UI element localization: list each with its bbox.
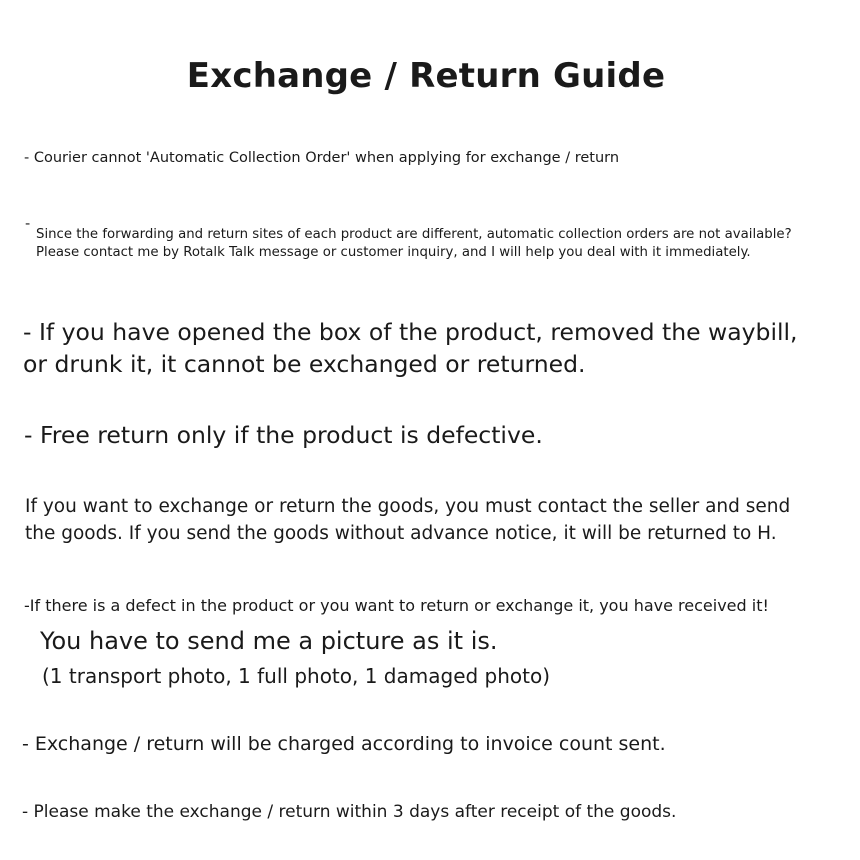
note-three-days: - Please make the exchange / return within 3 days after receipt of the goods. — [22, 802, 677, 822]
note-contact-line-2: the goods. If you send the goods without advance notice, it will be returned to H. — [25, 523, 777, 544]
note-contact-line-1: If you want to exchange or return the goods, you must contact the seller and send — [25, 496, 791, 517]
note-collection-line-1: Since the forwarding and return sites of each product are different, automatic collection orders are not available? — [36, 227, 792, 242]
note-photo-list: (1 transport photo, 1 full photo, 1 damaged photo) — [42, 664, 551, 688]
note-send-picture: You have to send me a picture as it is. — [40, 627, 498, 655]
note-opened-line-1: - If you have opened the box of the product, removed the waybill, — [23, 318, 798, 346]
note-free-return: - Free return only if the product is defective. — [24, 421, 543, 449]
note-courier: - Courier cannot 'Automatic Collection Order' when applying for exchange / return — [24, 150, 620, 166]
page-title: Exchange / Return Guide — [186, 56, 666, 96]
note-dash: - — [25, 216, 31, 232]
note-opened-line-2: or drunk it, it cannot be exchanged or returned. — [23, 350, 586, 378]
note-collection-line-2: Please contact me by Rotalk Talk message or customer inquiry, and I will help you deal with it immediately. — [36, 245, 751, 260]
note-defect: -If there is a defect in the product or you want to return or exchange it, you have received it! — [24, 596, 769, 615]
note-invoice-charge: - Exchange / return will be charged according to invoice count sent. — [22, 733, 666, 755]
